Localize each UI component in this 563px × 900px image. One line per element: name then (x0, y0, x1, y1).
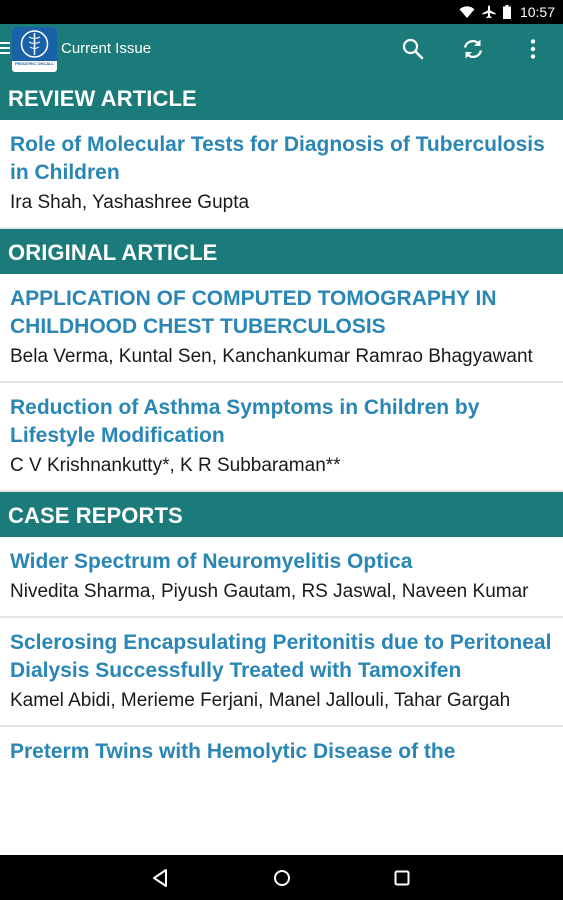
navigation-bar (0, 855, 563, 900)
caduceus-icon (12, 27, 57, 61)
section-header-case-reports: CASE REPORTS (0, 492, 563, 537)
airplane-icon (482, 5, 496, 19)
section-header-original-article: ORIGINAL ARTICLE (0, 229, 563, 274)
back-icon[interactable] (150, 867, 172, 889)
article-title[interactable]: Sclerosing Encapsulating Peritonitis due to Peritoneal Dialysis Successfully Treated with Tamoxifen (10, 631, 552, 682)
refresh-icon[interactable] (460, 36, 486, 62)
app-bar (0, 24, 563, 75)
home-icon[interactable] (271, 867, 293, 889)
article-title[interactable]: APPLICATION OF COMPUTED TOMOGRAPHY IN CHILDHOOD CHEST TUBERCULOSIS (10, 287, 497, 338)
status-time: 10:57 (519, 4, 555, 20)
logo-text: PEDIATRIC ONCALL (14, 61, 55, 66)
search-icon[interactable] (400, 36, 426, 62)
article-authors: Kamel Abidi, Merieme Ferjani, Manel Jallouli, Tahar Gargah (10, 690, 511, 711)
article-item[interactable] (0, 727, 563, 778)
battery-icon (503, 5, 511, 19)
article-item[interactable] (0, 383, 563, 492)
article-authors: Nivedita Sharma, Piyush Gautam, RS Jaswal, Naveen Kumar (10, 581, 529, 602)
article-title[interactable]: Role of Molecular Tests for Diagnosis of Tuberculosis in Children (10, 133, 545, 184)
article-authors: Ira Shah, Yashashree Gupta (10, 192, 250, 213)
overflow-menu-icon[interactable] (520, 36, 546, 62)
article-title[interactable]: Wider Spectrum of Neuromyelitis Optica (10, 550, 413, 573)
status-bar (0, 0, 563, 24)
app-logo[interactable] (12, 27, 57, 72)
article-title[interactable]: Reduction of Asthma Symptoms in Children by Lifestyle Modification (10, 396, 480, 447)
article-authors: Bela Verma, Kuntal Sen, Kanchankumar Ramrao Bhagyawant (10, 346, 533, 367)
article-item[interactable] (0, 537, 563, 618)
article-title[interactable]: Preterm Twins with Hemolytic Disease of the (10, 740, 456, 763)
article-item[interactable] (0, 274, 563, 383)
wifi-icon (459, 6, 475, 19)
article-list[interactable] (0, 75, 563, 855)
recents-icon[interactable] (391, 867, 413, 889)
article-item[interactable] (0, 618, 563, 727)
article-authors: C V Krishnankutty*, K R Subbaraman** (10, 455, 341, 476)
article-item[interactable] (0, 120, 563, 229)
logo-emblem (12, 27, 57, 61)
section-header-review-article: REVIEW ARTICLE (0, 75, 563, 120)
menu-icon[interactable] (0, 40, 10, 56)
app-title: Current Issue (61, 40, 152, 57)
